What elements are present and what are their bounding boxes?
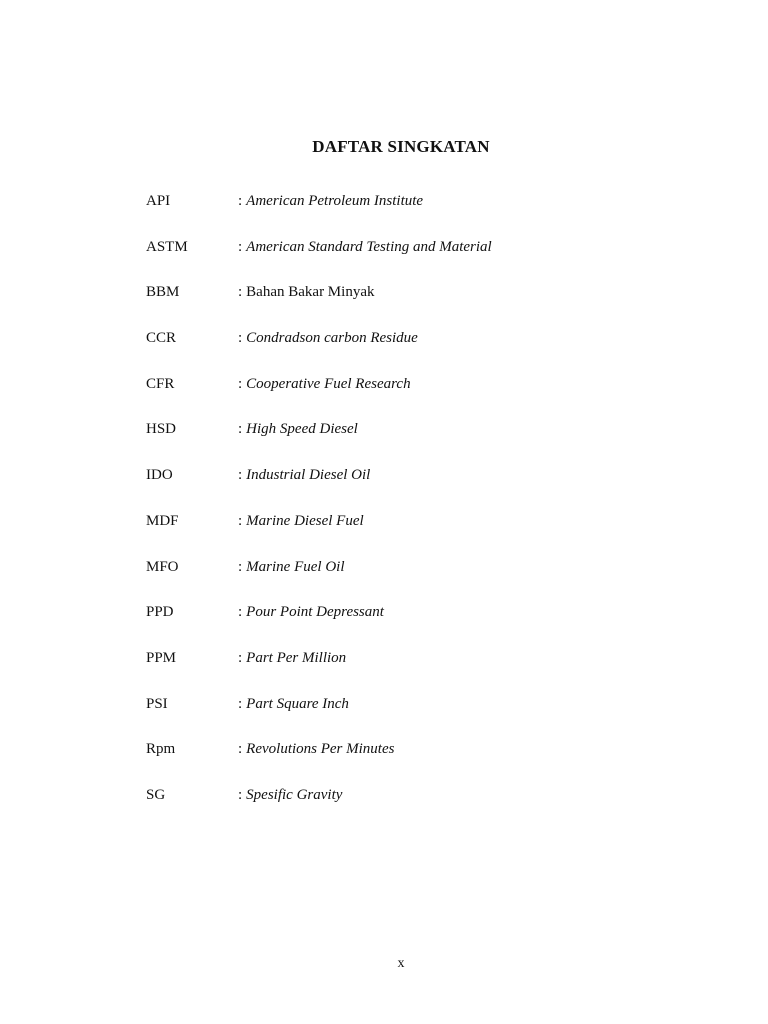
abbreviation-row	[146, 511, 492, 557]
abbreviation-definition: Bahan Bakar Minyak	[246, 284, 375, 301]
abbreviation-separator: :	[238, 604, 243, 621]
abbreviation-definition: Revolutions Per Minutes	[246, 741, 395, 758]
abbreviation-list	[146, 191, 492, 831]
abbreviation-term: MFO	[146, 558, 179, 575]
abbreviation-term: SG	[146, 786, 166, 803]
abbreviation-row	[146, 785, 492, 831]
abbreviation-separator: :	[238, 786, 243, 803]
abbreviation-row	[146, 328, 492, 374]
abbreviation-separator: :	[238, 330, 243, 347]
abbreviation-term: PPM	[146, 649, 177, 666]
abbreviation-separator: :	[238, 467, 243, 484]
abbreviation-row	[146, 557, 492, 603]
abbreviation-term: BBM	[146, 284, 180, 301]
abbreviation-term: Rpm	[146, 741, 176, 758]
abbreviation-definition: Spesific Gravity	[246, 786, 343, 803]
abbreviation-separator: :	[238, 375, 243, 392]
abbreviation-definition: Marine Fuel Oil	[246, 558, 345, 575]
abbreviation-separator: :	[238, 421, 243, 438]
abbreviation-definition: American Petroleum Institute	[246, 193, 424, 209]
abbreviation-term: PSI	[146, 695, 168, 712]
abbreviation-separator: :	[238, 558, 243, 575]
page-title: DAFTAR SINGKATAN	[312, 137, 490, 156]
abbreviation-term: PPD	[146, 604, 174, 621]
abbreviation-definition: American Standard Testing and Material	[246, 238, 492, 255]
abbreviation-term: CFR	[146, 375, 175, 392]
abbreviation-term: IDO	[146, 467, 173, 484]
abbreviation-definition: High Speed Diesel	[246, 421, 358, 438]
abbreviation-term: CCR	[146, 330, 177, 347]
abbreviation-row	[146, 694, 492, 740]
abbreviation-separator: :	[238, 695, 243, 712]
abbreviation-row	[146, 237, 492, 283]
abbreviation-definition: Part Square Inch	[246, 695, 349, 712]
abbreviation-row	[146, 282, 492, 328]
abbreviation-separator: :	[238, 512, 243, 529]
abbreviation-row	[146, 419, 492, 465]
abbreviation-definition: Pour Point Depressant	[246, 604, 384, 621]
abbreviation-definition: Condradson carbon Residue	[246, 330, 418, 347]
abbreviation-row	[146, 191, 492, 237]
abbreviation-row	[146, 648, 492, 694]
abbreviation-definition: Marine Diesel Fuel	[246, 512, 364, 529]
abbreviation-term: ASTM	[146, 238, 188, 255]
abbreviation-separator: :	[238, 193, 243, 209]
page-number: x	[397, 956, 405, 971]
abbreviation-row	[146, 602, 492, 648]
abbreviation-separator: :	[238, 649, 243, 666]
abbreviation-definition: Cooperative Fuel Research	[246, 375, 411, 392]
abbreviation-separator: :	[238, 741, 243, 758]
abbreviation-term: API	[146, 193, 171, 209]
abbreviation-term: HSD	[146, 421, 177, 438]
abbreviation-definition: Industrial Diesel Oil	[246, 467, 371, 484]
abbreviation-row	[146, 739, 492, 785]
abbreviation-separator: :	[238, 238, 243, 255]
abbreviation-row	[146, 374, 492, 420]
abbreviation-definition: Part Per Million	[246, 649, 347, 666]
abbreviation-term: MDF	[146, 512, 179, 529]
abbreviation-row	[146, 465, 492, 511]
abbreviation-separator: :	[238, 284, 243, 301]
